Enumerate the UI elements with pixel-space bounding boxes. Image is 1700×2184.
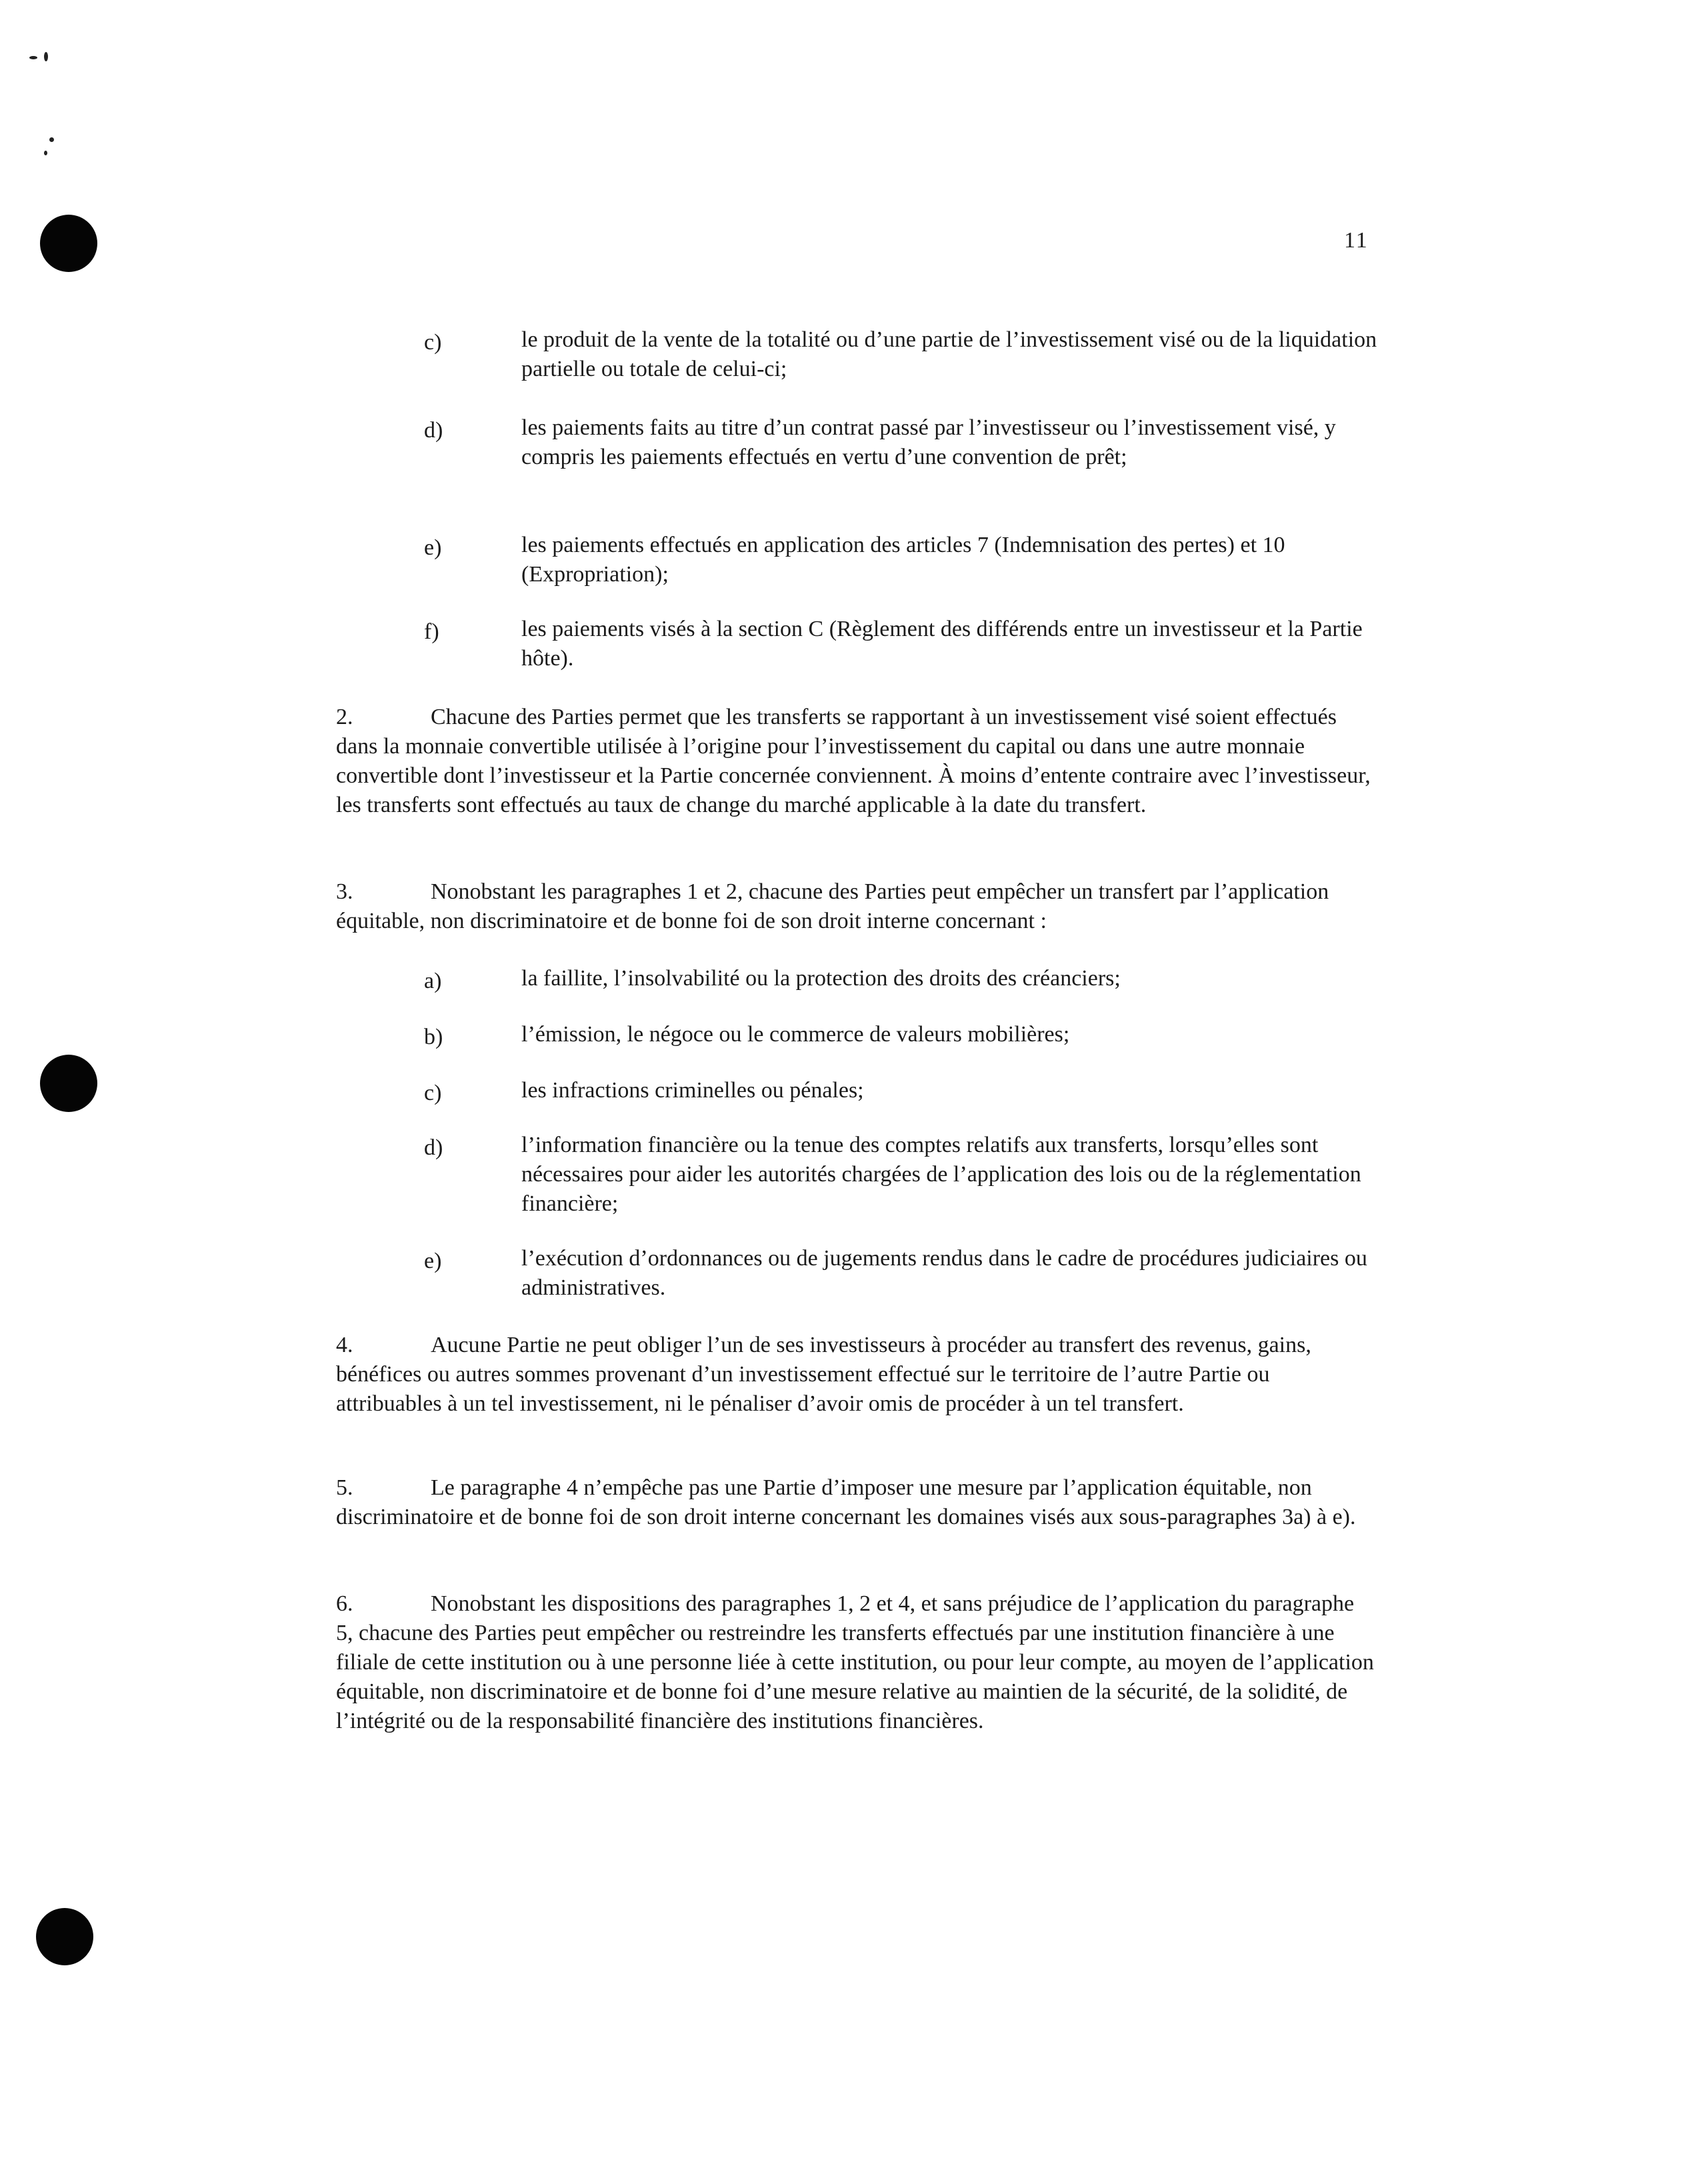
list-item-label: d) bbox=[424, 1135, 443, 1160]
paragraph-text: Nonobstant les paragraphes 1 et 2, chacune des Parties peut empêcher un transfert par l’application équitable, non discriminatoire et de bonne foi de son droit interne concernant : bbox=[336, 879, 1329, 933]
paragraph-4 bbox=[336, 1331, 1376, 1419]
punch-hole-top bbox=[40, 215, 97, 272]
scan-speck bbox=[29, 56, 37, 59]
list-item-text: la faillite, l’insolvabilité ou la protection des droits des créanciers; bbox=[521, 966, 1121, 991]
paragraph-text: Chacune des Parties permet que les transferts se rapportant à un investissement visé soient effectués dans la monnaie convertible utilisée à l’origine pour l’investissement du capital ou dans une autre monnaie convertible dont l’investisseur et la Partie concernée conviennent. À moins d’entente contraire avec l’investisseur, les transferts sont effectués au taux de change du marché applicable à la date du transfert. bbox=[336, 705, 1371, 817]
paragraph-text: Le paragraphe 4 n’empêche pas une Partie d’imposer une mesure par l’application équitable, non discriminatoire et de bonne foi de son droit interne concernant les domaines visés aux sous-paragraphes 3a) à e). bbox=[336, 1475, 1356, 1529]
scan-speck bbox=[44, 52, 48, 61]
paragraph-number: 6. bbox=[336, 1591, 353, 1616]
paragraph-number: 2. bbox=[336, 705, 353, 729]
paragraph-number: 5. bbox=[336, 1475, 353, 1500]
paragraph-text: Aucune Partie ne peut obliger l’un de ses investisseurs à procéder au transfert des revenus, gains, bénéfices ou autres sommes provenant d’un investissement effectué sur le territoire de l’autre Partie ou attribuables à un tel investissement, ni le pénaliser d’avoir omis de procéder à un tel transfert. bbox=[336, 1333, 1311, 1416]
list-item-text: les paiements faits au titre d’un contrat passé par l’investisseur ou l’investissement visé, y compris les paiements effectués en vertu d’une convention de prêt; bbox=[521, 415, 1336, 469]
punch-hole-bottom bbox=[36, 1908, 93, 1965]
list-item-label: c) bbox=[424, 1081, 442, 1105]
list-item-label: b) bbox=[424, 1025, 443, 1049]
list-item-label: e) bbox=[424, 1249, 442, 1273]
list-item-text: l’émission, le négoce ou le commerce de valeurs mobilières; bbox=[521, 1022, 1070, 1047]
page-number: 11 bbox=[1344, 228, 1369, 253]
list-item-label: c) bbox=[424, 330, 442, 355]
paragraph-3 bbox=[336, 877, 1376, 936]
punch-hole-middle bbox=[40, 1055, 97, 1112]
paragraph-2 bbox=[336, 703, 1376, 820]
scan-speck bbox=[49, 137, 54, 142]
list-item-text: les paiements visés à la section C (Règlement des différends entre un investisseur et la Partie hôte). bbox=[521, 617, 1363, 671]
list-item-label: d) bbox=[424, 418, 443, 443]
paragraph-number: 3. bbox=[336, 879, 353, 904]
list-item-text: les paiements effectués en application des articles 7 (Indemnisation des pertes) et 10 (Expropriation); bbox=[521, 533, 1285, 587]
list-item-label: e) bbox=[424, 535, 442, 560]
paragraph-5 bbox=[336, 1473, 1376, 1532]
paragraph-number: 4. bbox=[336, 1333, 353, 1357]
list-item-text: le produit de la vente de la totalité ou d’une partie de l’investissement visé ou de la liquidation partielle ou totale de celui-ci; bbox=[521, 327, 1377, 381]
list-item-text: les infractions criminelles ou pénales; bbox=[521, 1078, 864, 1103]
list-item-label: a) bbox=[424, 969, 442, 993]
paragraph-6 bbox=[336, 1589, 1376, 1736]
list-item-text: l’information financière ou la tenue des comptes relatifs aux transferts, lorsqu’elles sont nécessaires pour aider les autorités chargées de l’application des lois ou de la réglementation financière; bbox=[521, 1133, 1361, 1216]
list-item-text: l’exécution d’ordonnances ou de jugements rendus dans le cadre de procédures judiciaires ou administratives. bbox=[521, 1246, 1367, 1300]
list-item-label: f) bbox=[424, 619, 439, 644]
scan-speck bbox=[44, 151, 47, 155]
paragraph-text: Nonobstant les dispositions des paragraphes 1, 2 et 4, et sans préjudice de l’application du paragraphe 5, chacune des Parties peut empêcher ou restreindre les transferts effectués par une institution financière à une filiale de cette institution ou à une personne liée à cette institution, ou pour leur compte, au moyen de l’application équitable, non discriminatoire et de bonne foi d’une mesure relative au maintien de la sécurité, de la solidité, de l’intégrité ou de la responsabilité financière des institutions financières. bbox=[336, 1591, 1374, 1733]
